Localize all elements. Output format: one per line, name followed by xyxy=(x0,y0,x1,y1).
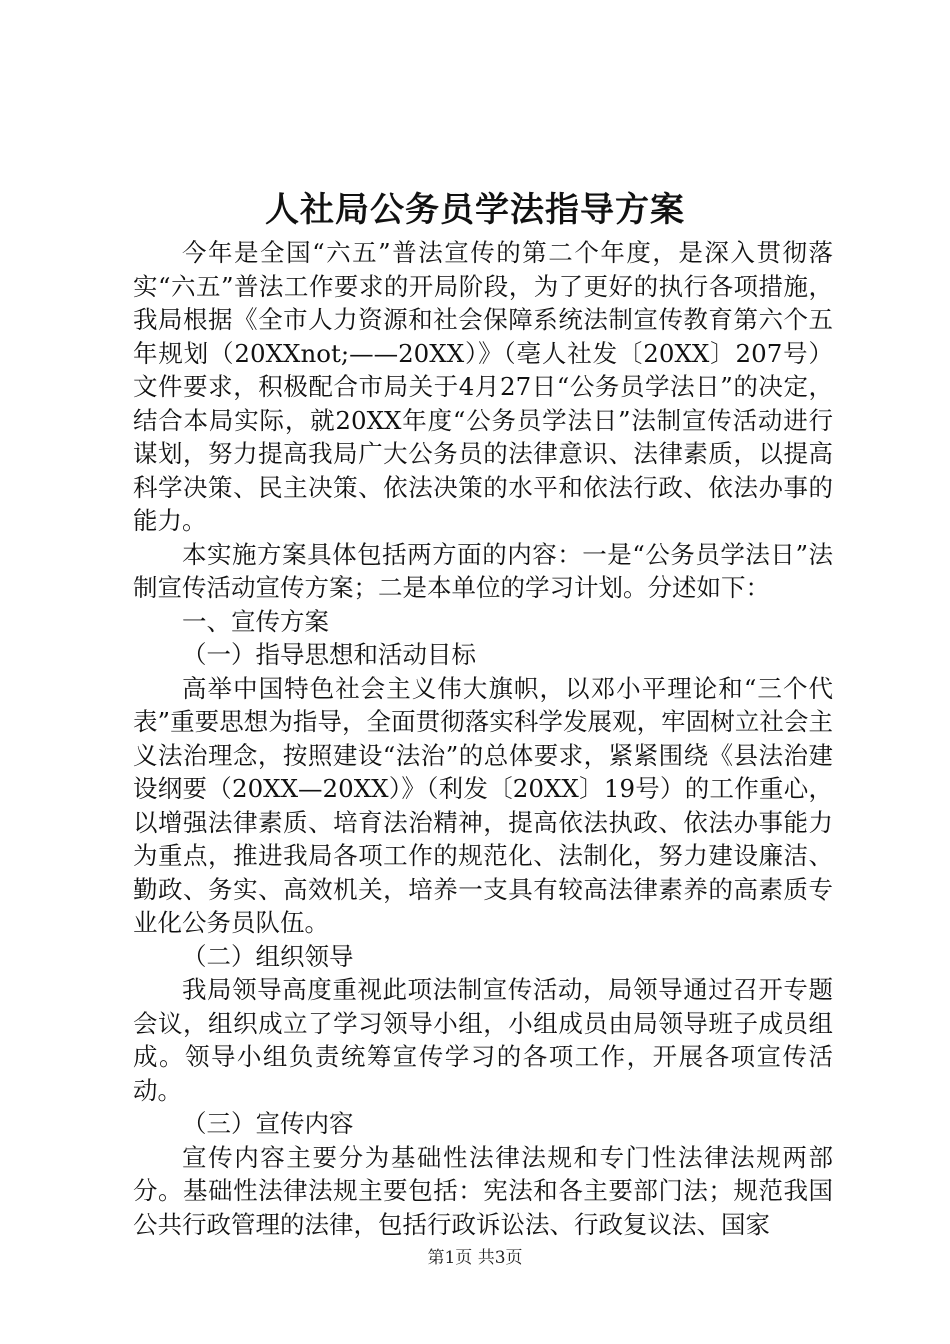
paragraph-overview: 本实施方案具体包括两方面的内容：一是“公务员学法日”法制宣传活动宣传方案；二是本单位的学习计划。分述如下： xyxy=(133,539,833,602)
document-body xyxy=(133,236,833,1241)
section-heading-publicity-plan: 一、宣传方案 xyxy=(182,606,329,636)
paragraph-organization: 我局领导高度重视此项法制宣传活动，局领导通过召开专题会议，组织成立了学习领导小组，小组成员由局领导班子成员组成。领导小组负责统筹宣传学习的各项工作，开展各项宣传活动。 xyxy=(133,975,833,1105)
subheading-organization: （二）组织领导 xyxy=(182,941,354,971)
paragraph-guiding-ideology: 高举中国特色社会主义伟大旗帜，以邓小平理论和“三个代表”重要思想为指导，全面贯彻落实科学发展观，牢固树立社会主义法治理念，按照建设“法治”的总体要求，紧紧围绕《县法治建设纲要（20XX—20XX）》（利发〔20XX〕19号）的工作重心，以增强法律素质、培育法治精神，提高依法执政、依法办事能力为重点，推进我局各项工作的规范化、法制化，努力建设廉洁、勤政、务实、高效机关，培养一支具有较高法律素养的高素质专业化公务员队伍。 xyxy=(133,673,833,937)
document-title: 人社局公务员学法指导方案 xyxy=(265,190,685,230)
paragraph-intro: 今年是全国“六五”普法宣传的第二个年度，是深入贯彻落实“六五”普法工作要求的开局阶段，为了更好的执行各项措施，我局根据《全市人力资源和社会保障系统法制宣传教育第六个五年规划（20XXnot;——20XX）》（亳人社发〔20XX〕207号）文件要求，积极配合市局关于4月27日“公务员学法日”的决定，结合本局实际，就20XX年度“公务员学法日”法制宣传活动进行谋划，努力提高我局广大公务员的法律意识、法律素质，以提高科学决策、民主决策、依法决策的水平和依法行政、依法办事的能力。 xyxy=(133,238,833,535)
paragraph-publicity-content: 宣传内容主要分为基础性法律法规和专门性法律法规两部分。基础性法律法规主要包括：宪法和各主要部门法；规范我国公共行政管理的法律，包括行政诉讼法、行政复议法、国家 xyxy=(133,1142,833,1239)
subheading-publicity-content: （三）宣传内容 xyxy=(182,1109,354,1138)
page-footer: 第1页 共3页 xyxy=(427,1248,523,1268)
subheading-guiding-ideology: （一）指导思想和活动目标 xyxy=(182,640,476,669)
